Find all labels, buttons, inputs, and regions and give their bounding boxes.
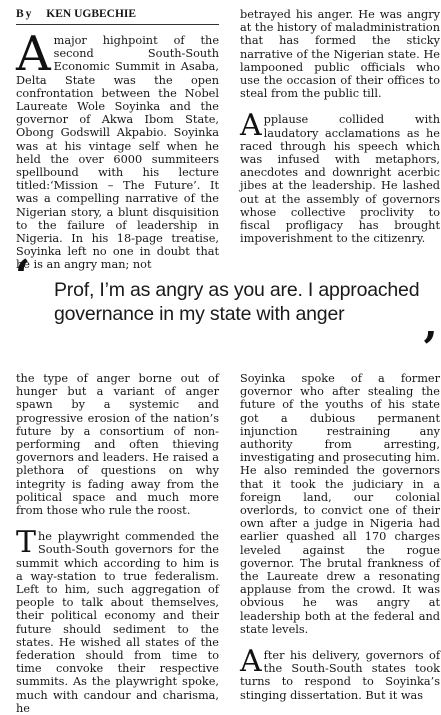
drop-cap: A [240,644,262,680]
byline-rule [16,24,219,25]
byline-by: By [16,8,34,20]
pull-quote [0,251,441,374]
column-bottom-left [16,372,219,715]
open-quote-mark: ‘ [15,251,31,302]
drop-cap: T [16,525,37,561]
article-paragraph [240,644,440,702]
column-top-left [16,26,219,272]
article-paragraph [240,108,440,246]
drop-cap: A [16,26,51,82]
column-top-right [240,8,440,245]
close-quote-mark: ’ [422,323,438,374]
byline-author: KEN UGBECHIE [46,8,137,20]
paragraph-text: major highpoint of the second South-South Economic Summit in Asaba, Delta State was the open confrontation between the Nobel Laureate Wole Soyinka and the governor of Akwa Ibom State, Obong Godswill Akpabio. Soyinka was at his vintage self when he held the over 6000 summiteers spellbound with his lecture titled:‘Mission – The Future’. It was a compelling narrative of the Nigerian story, a blunt disquisition to the failure of leadership in Nigeria. In his 18-page treatise, Soyinka left no one in doubt that he is an angry man; not [16,34,219,272]
article-paragraph: Soyinka spoke of a former governor who after stealing the future of the youths of his state got a dubious permanent injunction restraining any authority from arresting, investigating and prosecuting him. He also reminded the governors that it took the judiciary in a foreign land, our colonial overlords, to convict one of their own after a judge in Nigeria had earlier quashed all 170 charges leveled against the rogue governor. The brutal frankness of the Laureate drew a resonating applause from the crowd. It was obvious he was angry at leadership both at the federal and state levels. [240,372,440,636]
article-paragraph: betrayed his anger. He was angry at the history of maladministration that has formed the sticky narrative of the Nigerian state. He lampooned public officials who use the occasion of their offices to steal from the public till. [240,8,440,101]
article-paragraph: the type of anger borne out of hunger but a variant of anger spawn by a systemic and progressive erosion of the nation’s future by a consortium of non-performing and often thieving governors and leaders. He raised a plethora of questions on why integrity is fading away from the political space and much more from those who rule the roost. [16,372,219,518]
article-paragraph [16,26,219,272]
byline [16,8,216,24]
article-paragraph [16,525,219,715]
pull-quote-text: Prof, I’m as angry as you are. I approached governance in my state with anger [54,279,420,325]
drop-cap: A [240,108,262,144]
column-bottom-right [240,372,440,702]
paragraph-text: fter his delivery, governors of the South-South states took turns to respond to Soyinka’s stinging dissertation. But it was [240,649,440,702]
paragraph-text: pplause collided with laudatory acclamations as he raced through his speech which was infused with metaphors, anecdotes and downright acerbic jibes at the leadership. He lashed out at the assembly of governors whose collective proclivity to fiscal profligacy has brought impoverishment to the citizenry. [240,113,440,246]
paragraph-text: he playwright commended the South-South governors for the summit which according to him is a way-station to true federalism. Left to him, such aggregation of people to talk about themselves, their political economy and their future should sediment to the states. He wished all states of the federation should from time to time convoke their respective summits. As the playwright spoke, much with candour and charisma, he [16,530,219,715]
